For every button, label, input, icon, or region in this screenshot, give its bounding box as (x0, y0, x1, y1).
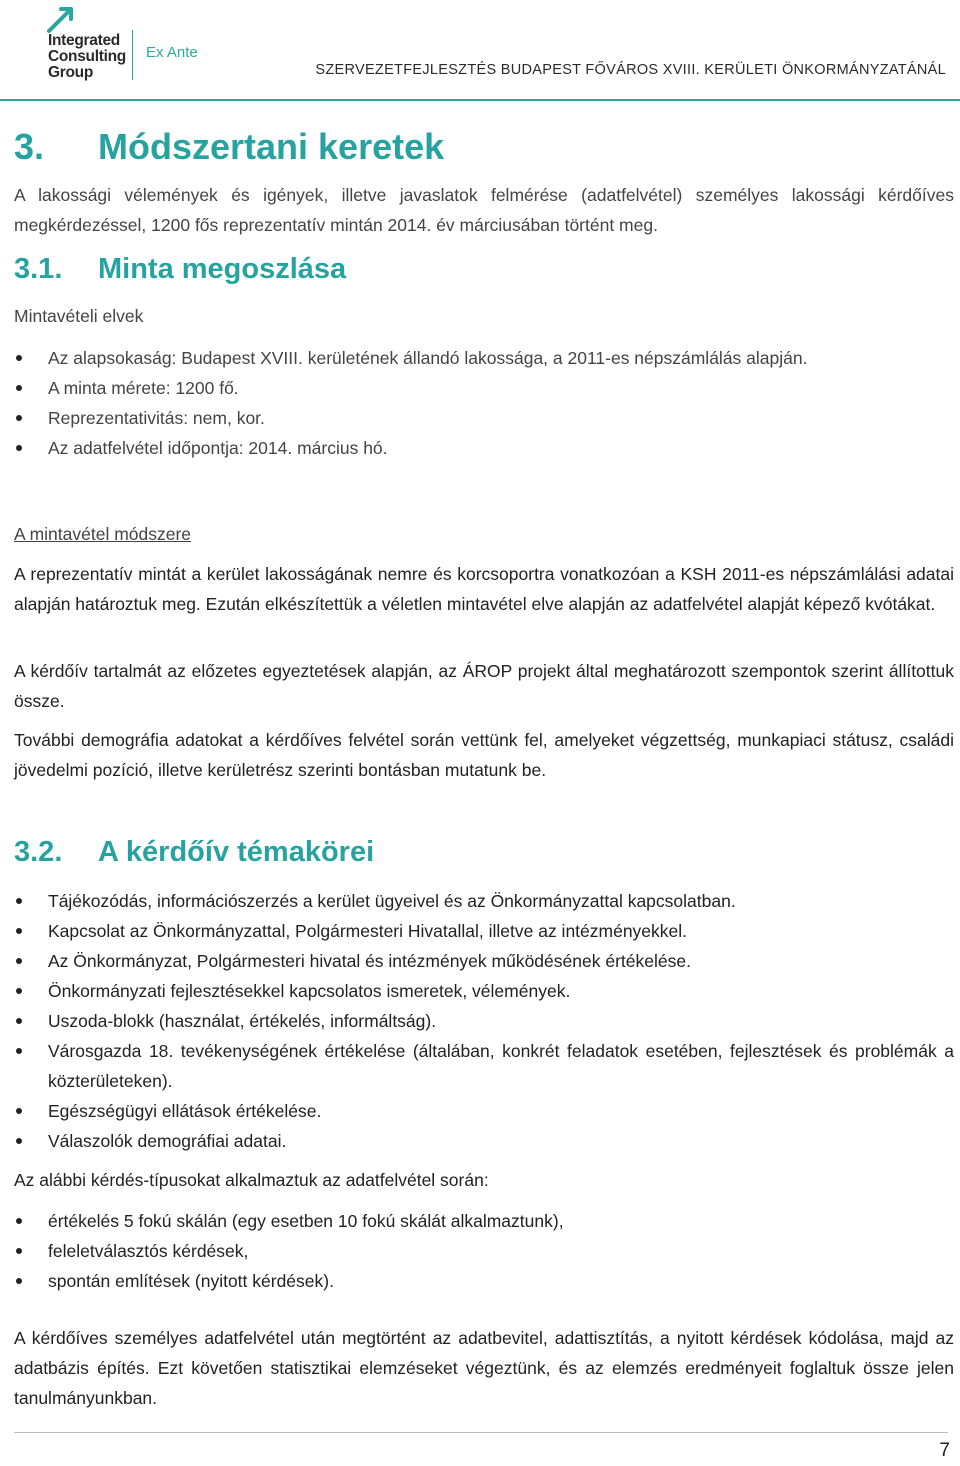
logo-divider (132, 30, 133, 80)
logo-line-2: Consulting (48, 48, 126, 65)
question-types-list (14, 1206, 954, 1296)
sampling-method-heading: A mintavétel módszere (14, 524, 192, 544)
list-item: spontán említések (nyitott kérdések). (14, 1266, 954, 1296)
list-item: feleletválasztós kérdések, (14, 1236, 954, 1266)
header-rule (0, 99, 960, 101)
list-item: Uszoda-blokk (használat, értékelés, informáltság). (14, 1006, 954, 1036)
page-number: 7 (939, 1440, 950, 1461)
section-number: 3. (14, 126, 45, 167)
list-item: Válaszolók demográfiai adatai. (14, 1126, 954, 1156)
list-item: A minta mérete: 1200 fő. (14, 373, 954, 403)
section-3-heading (14, 126, 444, 168)
list-item: Tájékozódás, információszerzés a kerület ügyeivel és az Önkormányzattal kapcsolatban. (14, 886, 954, 916)
method-paragraph-1: A reprezentatív mintát a kerület lakosságának nemre és korcsoportra vonatkozóan a KSH 2011-es népszámlálási adatai alapján határoztuk meg. Ezután elkészítettük a véletlen mintavétel elve alapján az adatfelvétel alapját képező kvótákat. (14, 564, 954, 614)
logo-line-1: Integrated (48, 32, 120, 49)
section-3-2-heading (14, 836, 374, 869)
intro-paragraph: A lakossági vélemények és igények, illetve javaslatok felmérése (adatfelvétel) személyes lakossági kérdőíves megkérdezéssel, 1200 fős reprezentatív mintán 2014. év márciusában történt meg. (14, 185, 954, 235)
logo-wordmark (48, 33, 126, 81)
list-item: Az Önkormányzat, Polgármesteri hivatal és intézmények működésének értékelése. (14, 946, 954, 976)
section-number: 3.2. (14, 836, 63, 868)
logo-line-3: Group (48, 64, 93, 81)
section-title: Minta megoszlása (98, 253, 347, 285)
logo-subbrand: Ex Ante (146, 44, 198, 61)
footer-rule (14, 1432, 948, 1433)
method-paragraph-2: A kérdőív tartalmát az előzetes egyeztetések alapján, az ÁROP projekt által meghatározott szempontok szerint állítottuk össze. (14, 661, 954, 711)
list-item: Önkormányzati fejlesztésekkel kapcsolatos ismeretek, vélemények. (14, 976, 954, 1006)
list-item: Reprezentativitás: nem, kor. (14, 403, 954, 433)
sampling-principles-heading: Mintavételi elvek (14, 306, 144, 326)
list-item: Az adatfelvétel időpontja: 2014. március hó. (14, 433, 954, 463)
sampling-principles-list (14, 343, 954, 463)
section-title: A kérdőív témakörei (98, 836, 375, 868)
question-types-intro: Az alábbi kérdés-típusokat alkalmaztuk az adatfelvétel során: (14, 1170, 489, 1190)
page-header (0, 0, 960, 100)
list-item: Egészségügyi ellátások értékelése. (14, 1096, 954, 1126)
section-title: Módszertani keretek (98, 126, 445, 167)
running-header-title: SZERVEZETFEJLESZTÉS BUDAPEST FŐVÁROS XVIII. KERÜLETI ÖNKORMÁNYZATÁNÁL (315, 62, 946, 78)
list-item: Városgazda 18. tevékenységének értékelése (általában, konkrét feladatok esetében, fejlesztések és problémák a közterületeken). (14, 1036, 954, 1096)
company-logo-icon (46, 4, 76, 34)
section-number: 3.1. (14, 253, 63, 285)
method-paragraph-3: További demográfia adatokat a kérdőíves felvétel során vettünk fel, amelyeket végzettség, munkapiaci státusz, családi jövedelmi pozíció, illetve kerületrész szerinti bontásban mutatunk be. (14, 730, 954, 780)
list-item: értékelés 5 fokú skálán (egy esetben 10 fokú skálát alkalmaztunk), (14, 1206, 954, 1236)
section-3-1-heading (14, 253, 346, 286)
list-item: Az alapsokaság: Budapest XVIII. kerületének állandó lakossága, a 2011-es népszámlálás alapján. (14, 343, 954, 373)
questionnaire-topics-list (14, 886, 954, 1156)
list-item: Kapcsolat az Önkormányzattal, Polgármesteri Hivatallal, illetve az intézményekkel. (14, 916, 954, 946)
closing-paragraph: A kérdőíves személyes adatfelvétel után megtörtént az adatbevitel, adattisztítás, a nyitott kérdések kódolása, majd az adatbázis építés. Ezt követően statisztikai elemzéseket végeztünk, és az elemzés eredményeit foglaltuk össze jelen tanulmányunkban. (14, 1328, 954, 1408)
